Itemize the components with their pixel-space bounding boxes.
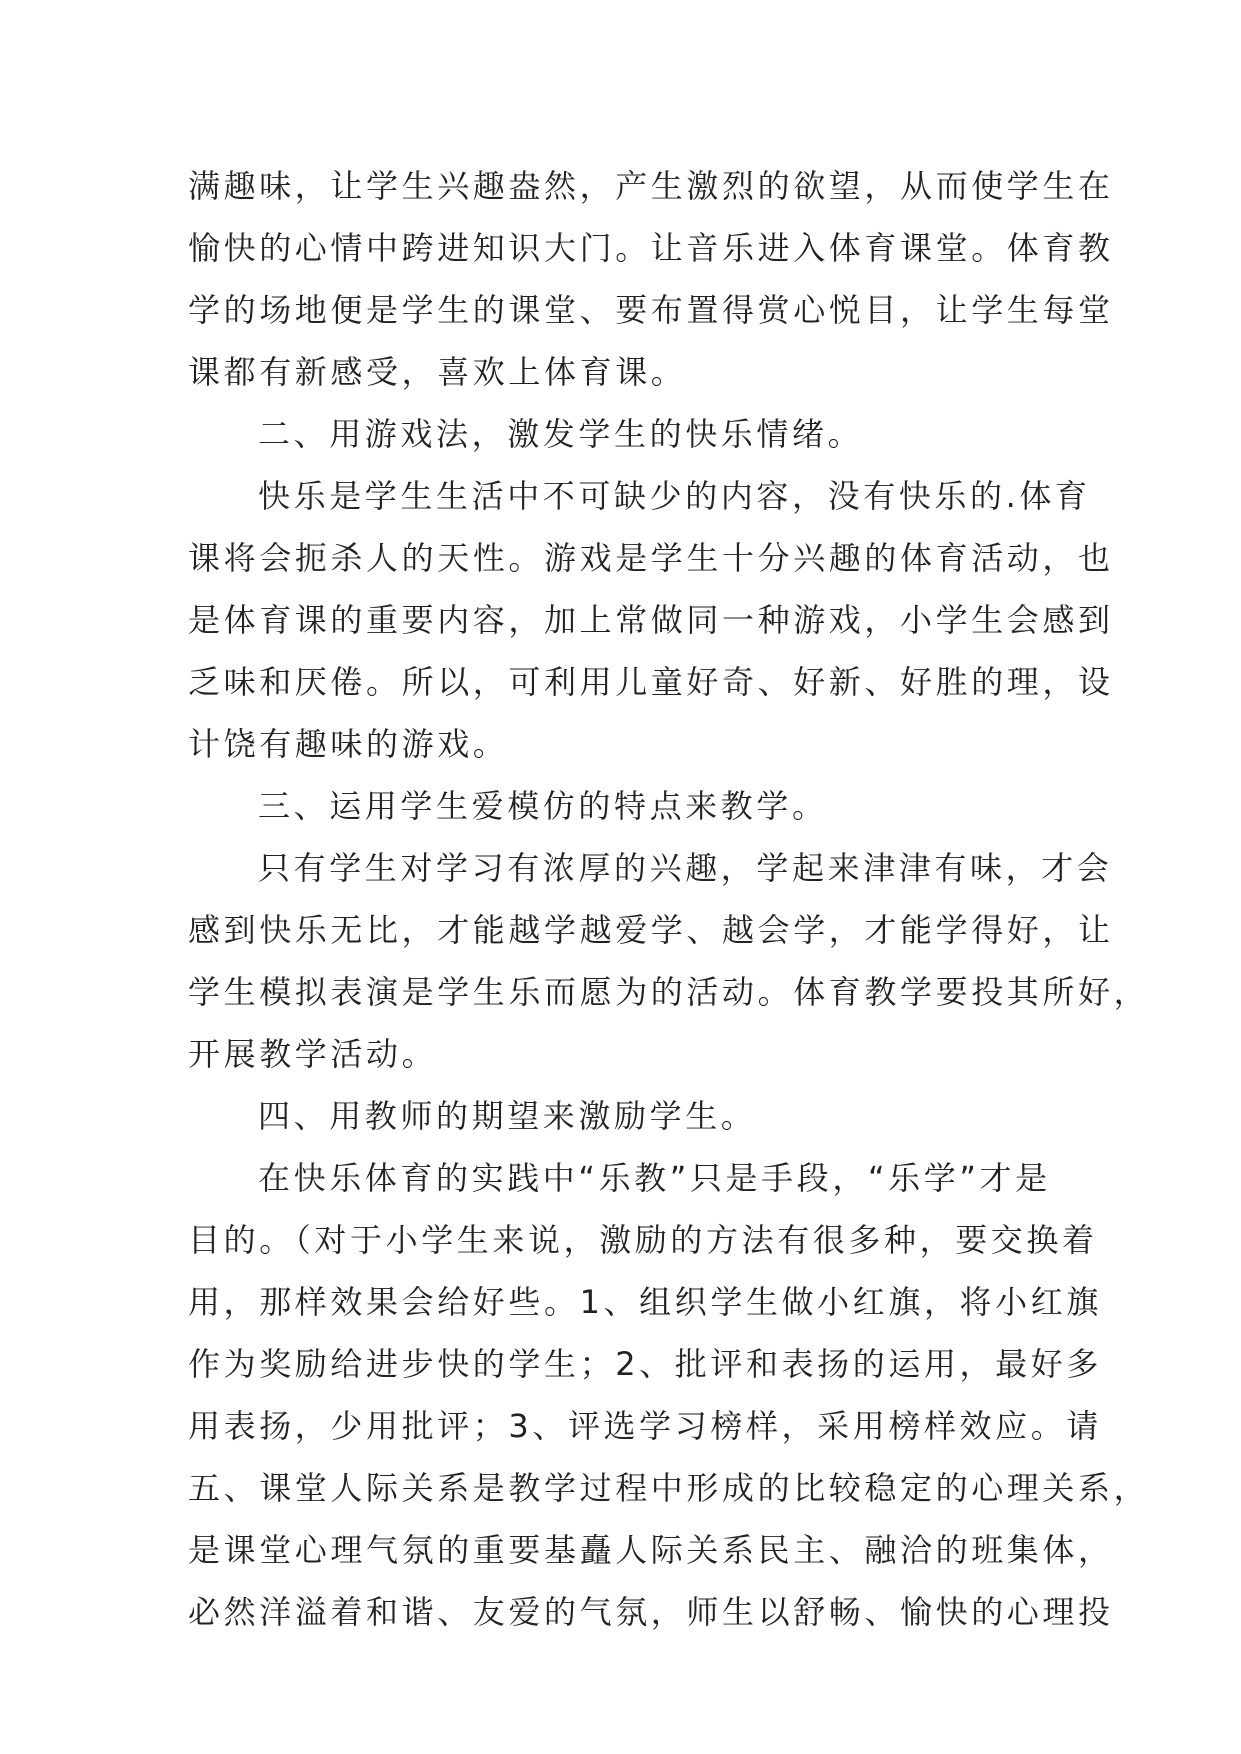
text-line: 是课堂心理气氛的重要基矗人际关系民主、融洽的班集体， <box>188 1531 1114 1569</box>
text-line: 用，那样效果会给好些。1、组织学生做小红旗，将小红旗 <box>188 1283 1102 1321</box>
text-line: 开展教学活动。 <box>188 1035 438 1073</box>
text-line: 课都有新感受，喜欢上体育课。 <box>188 353 687 391</box>
text-line: 只有学生对学习有浓厚的兴趣，学起来津津有味，才会 <box>258 849 1113 887</box>
text-line: 学生模拟表演是学生乐而愿为的活动。体育教学要投其所好， <box>188 973 1150 1011</box>
text-line: 必然洋溢着和谐、友爱的气氛，师生以舒畅、愉快的心理投 <box>188 1593 1114 1631</box>
text-line: 用表扬，少用批评；3、评选学习榜样，采用榜样效应。请 <box>188 1407 1102 1445</box>
text-line: 四、用教师的期望来激励学生。 <box>258 1097 757 1135</box>
text-line: 五、课堂人际关系是教学过程中形成的比较稳定的心理关系， <box>188 1469 1150 1507</box>
text-line: 学的场地便是学生的课堂、要布置得赏心悦目，让学生每堂 <box>188 291 1114 329</box>
text-line: 课将会扼杀人的天性。游戏是学生十分兴趣的体育活动，也 <box>188 539 1114 577</box>
text-line: 是体育课的重要内容，加上常做同一种游戏，小学生会感到 <box>188 601 1114 639</box>
text-line: 作为奖励给进步快的学生；2、批评和表扬的运用，最好多 <box>188 1345 1102 1383</box>
text-line: 三、运用学生爱模仿的特点来教学。 <box>258 787 828 825</box>
text-line: 乏味和厌倦。所以，可利用儿童好奇、好新、好胜的理，设 <box>188 663 1114 701</box>
text-line: 满趣味，让学生兴趣盎然，产生激烈的欲望，从而使学生在 <box>188 167 1114 205</box>
text-line: 快乐是学生生活中不可缺少的内容，没有快乐的.体育 <box>258 477 1091 515</box>
body-text <box>188 155 1150 1643</box>
text-line: 愉快的心情中跨进知识大门。让音乐进入体育课堂。体育教 <box>188 229 1114 267</box>
text-line: 计饶有趣味的游戏。 <box>188 725 509 763</box>
text-line: 二、用游戏法，激发学生的快乐情绪。 <box>258 415 864 453</box>
text-line: 在快乐体育的实践中“乐教”只是手段，“乐学”才是 <box>258 1159 1051 1197</box>
text-line: 目的。（对于小学生来说，激励的方法有很多种，要交换着 <box>188 1221 1098 1259</box>
text-line: 感到快乐无比，才能越学越爱学、越会学，才能学得好，让 <box>188 911 1114 949</box>
